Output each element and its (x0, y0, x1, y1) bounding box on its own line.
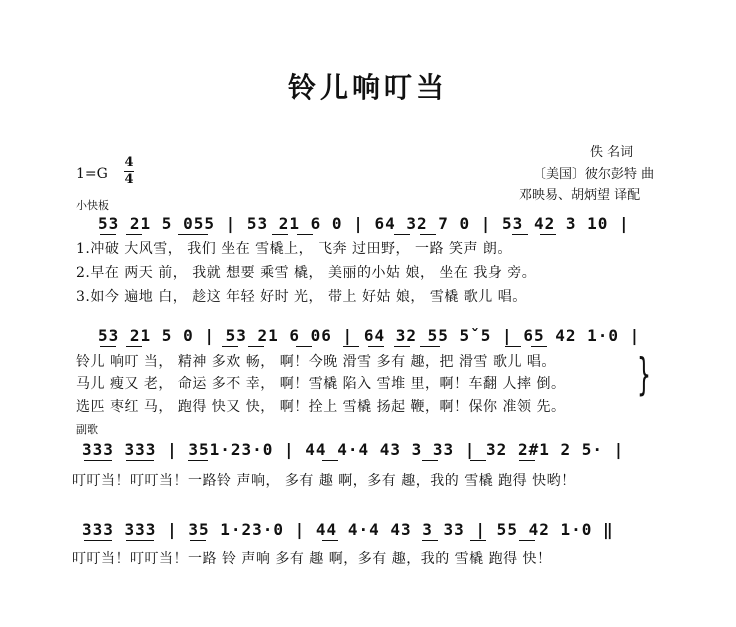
beam (126, 346, 142, 347)
lyric-refrain-2: 叮叮当！叮叮当！一路 铃 声响 多有 趣 啊，多有 趣，我的 雪橇 跑得 快！ (72, 551, 552, 567)
beam (100, 346, 116, 347)
lyric-verse-1: 1.冲破 大风雪， 我们 坐在 雪橇上， 飞奔 过田野， 一路 笑声 朗。 (76, 241, 512, 257)
beam (322, 540, 338, 541)
beam (470, 540, 486, 541)
lyric-chorus-2: 马儿 瘦又 老， 命运 多不 幸， 啊！雪橇 陷入 雪堆 里，啊！车翻 人摔 倒。 (76, 376, 566, 392)
beam (126, 234, 142, 235)
notes-line-1: 53 21 5 055 | 53 21 6 0 | 64 32 7 0 | 53 42 3 10 | (98, 214, 630, 233)
beam (512, 234, 528, 235)
beam (126, 540, 154, 541)
verse-brace: } (637, 349, 651, 400)
beam (178, 234, 208, 235)
beam (248, 346, 264, 347)
time-signature-bottom: 4 (124, 172, 134, 187)
tempo-marking: 小快板 (76, 199, 109, 212)
beam (420, 346, 440, 347)
beam (297, 234, 313, 235)
beam (422, 540, 438, 541)
time-signature-top: 4 (124, 155, 134, 170)
beam (420, 234, 436, 235)
lyric-refrain-1: 叮叮当！叮叮当！一路铃 声响， 多有 趣 啊，多有 趣，我的 雪橇 跑得 快哟！ (72, 473, 576, 489)
beam (126, 460, 154, 461)
translator-credit: 邓映易、胡炳望 译配 (519, 188, 641, 203)
beam (272, 234, 288, 235)
beam (84, 540, 112, 541)
lyricist-credit: 佚 名词 (590, 145, 634, 160)
beam (422, 460, 438, 461)
beam (322, 460, 338, 461)
beam (519, 540, 535, 541)
key-signature: 1=G (76, 166, 108, 182)
notes-line-4: 333 333 | 35 1·23·0 | 44 4·4 43 3 33 | 55 42 1·0 ‖ (82, 520, 614, 539)
lyric-verse-3: 3.如今 遍地 白， 趁这 年轻 好时 光， 带上 好姑 娘， 雪橇 歌儿 唱。 (76, 289, 527, 305)
beam (368, 346, 384, 347)
beam (84, 460, 112, 461)
beam (394, 346, 410, 347)
beam (100, 234, 116, 235)
refrain-label: 副歌 (76, 423, 98, 436)
lyric-chorus-1: 铃儿 响叮 当， 精神 多欢 畅， 啊！今晚 滑雪 多有 趣，把 滑雪 歌儿 唱。 (76, 354, 556, 370)
beam (190, 540, 206, 541)
time-signature (124, 156, 134, 187)
beam (519, 460, 535, 461)
beam (296, 346, 312, 347)
beam (343, 346, 359, 347)
lyric-verse-2: 2.早在 两天 前， 我就 想要 乘雪 橇， 美丽的小姑 娘， 坐在 我身 旁。 (76, 265, 537, 281)
notes-line-2: 53 21 5 0 | 53 21 6 06 | 64 32 55 5ˇ5 | 65 42 1·0 | (98, 326, 641, 345)
beam (470, 460, 486, 461)
beam (188, 460, 208, 461)
notes-line-3: 333 333 | 351·23·0 | 44 4·4 43 3 33 | 32 2#1 2 5· | (82, 440, 625, 459)
beam (394, 234, 410, 235)
beam (540, 234, 556, 235)
composer-credit: 〔美国〕彼尔彭特 曲 (533, 167, 655, 182)
song-title: 铃儿响叮当 (287, 71, 448, 104)
beam (222, 346, 238, 347)
beam (505, 346, 521, 347)
beam (531, 346, 547, 347)
lyric-chorus-3: 选匹 枣红 马， 跑得 快又 快， 啊！拴上 雪橇 扬起 鞭，啊！保你 准领 先。 (76, 399, 566, 415)
